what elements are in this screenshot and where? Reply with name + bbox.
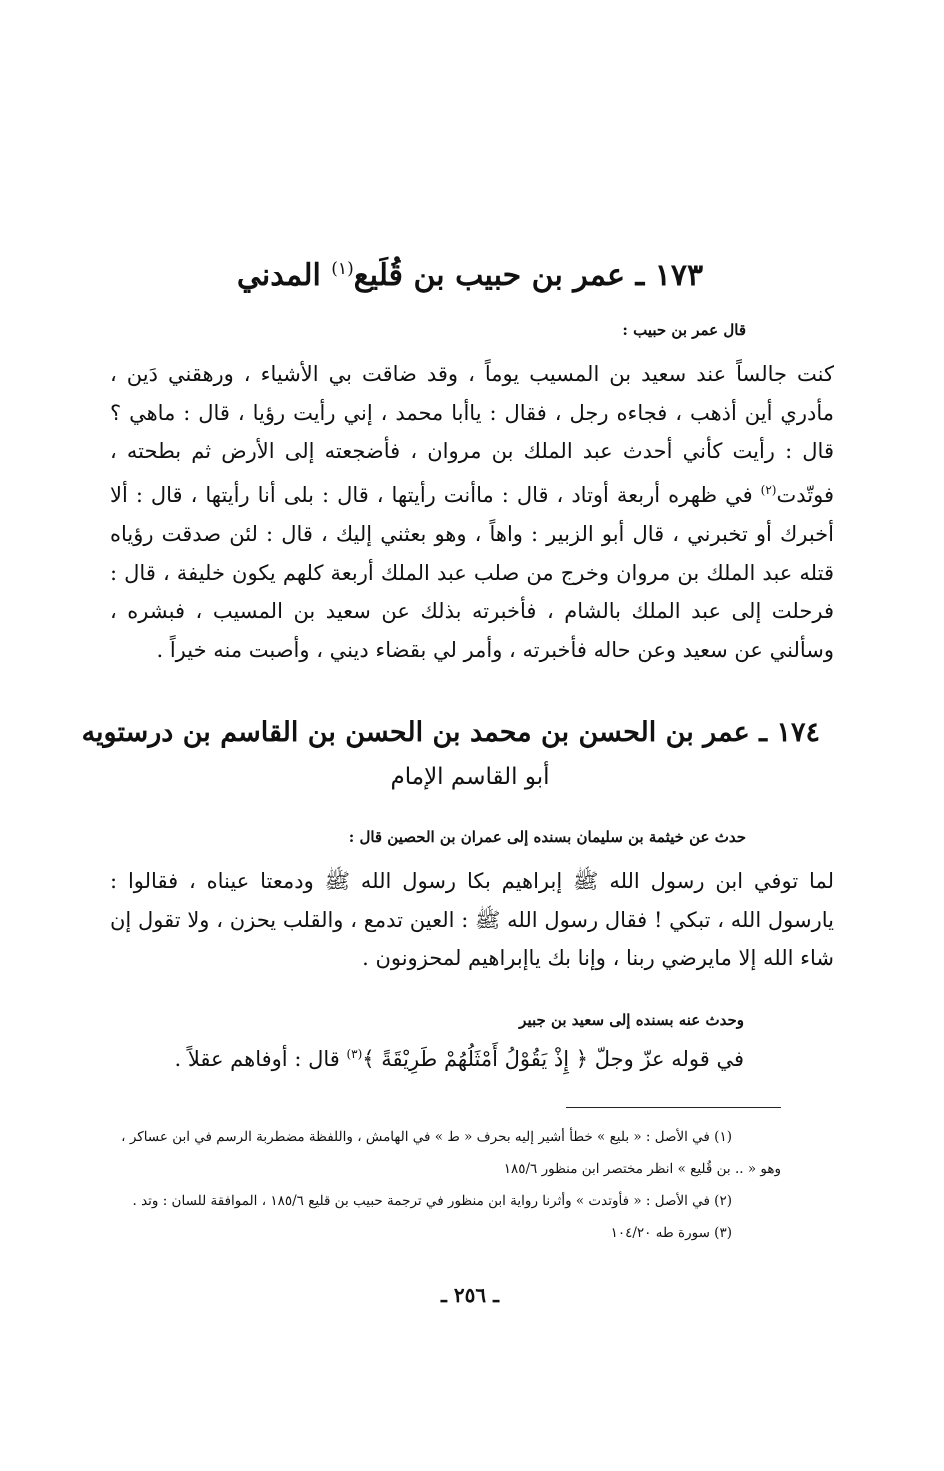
footnote-marker-2[interactable]: (٢) (760, 483, 777, 498)
entry-174-quote-text: في قوله عزّ وجلّ ﴿ إِذْ يَقُوْلُ أَمْثَلُهُمْ طَرِيْقَةً ﴾ (362, 1047, 744, 1071)
entry-174-intro-2: وحدث عنه بسنده إلى سعيد بن جبير (519, 1011, 744, 1029)
footnote-1-line-2: وهو « .. بن قُليع » انظر مختصر ابن منظور ١٨٥/٦ (503, 1161, 781, 1177)
entry-173-body-part-2: في ظهره أربعة أوتاد ، قال : ماأنت رأيتها ، قال : بلى أنا رأيتها ، قال : ألا أخبرك أو تخبرني ، قال أبو الزبير : واهاً ، وهو بعثني إليك ، قال : لئن صدقت رؤياه قتله عبد الملك بن مروان وخرج من صلب عبد الملك أربعة كلهم يكون خليفة ، قال : فرحلت إلى عبد الملك بالشام ، فأخبرته بذلك عن سعيد بن المسيب ، فبشره ، وسألني عن سعيد وعن حاله فأخبرته ، وأمر لي بقضاء ديني ، وأصبت منه خيراً . (110, 483, 834, 662)
entry-174-title: ١٧٤ ـ عمر بن الحسن بن محمد بن الحسن بن القاسم بن درستويه (81, 717, 820, 748)
entry-173-body-part-1: كنت جالساً عند سعيد بن المسيب يوماً ، وقد ضاقت بي الأشياء ، ورهقني دَين ، مأدري أين أذهب ، فجاءه رجل ، فقال : ياأبا محمد ، إني رأيت رؤيا ، قال : ماهي ؟ قال : رأيت كأني أحدث عبد الملك بن مروان ، فأضجعته إلى الأرض ثم بطحته ، فوتّدت (110, 362, 834, 508)
entry-173-title-suffix: المدني (236, 258, 332, 293)
entry-173-intro: قال عمر بن حبيب : (622, 321, 746, 339)
entry-173-title-text: ١٧٣ ـ عمر بن حبيب بن قُلَيع (353, 258, 704, 293)
footnote-marker-1[interactable]: (١) (331, 259, 354, 279)
entry-173-body (110, 355, 834, 670)
entry-174-quote-answer: قال : أوفاهم عقلاً . (174, 1047, 347, 1071)
entry-173-title (150, 245, 790, 300)
footnote-3: (٣) سورة طه ١٠٤/٢٠ (610, 1225, 732, 1241)
footnote-2: (٢) في الأصل : « فأوتدت » وأثرنا رواية ابن منظور في ترجمة حبيب بن قليع ١٨٥/٦ ، الموافقة للسان : وتد . (132, 1193, 732, 1209)
entry-174-intro: حدث عن خيثمة بن سليمان بسنده إلى عمران بن الحصين قال : (348, 828, 746, 846)
footnote-1-line-1: (١) في الأصل : « بليع » خطأ أشير إليه بحرف « ط » في الهامش ، واللفظة مضطربة الرسم في ابن عساكر ، (121, 1129, 732, 1145)
entry-174-quote (174, 1035, 744, 1078)
entry-174-body: لما توفي ابن رسول الله ﷺ إبراهيم بكا رسول الله ﷺ ودمعتا عيناه ، فقالوا : يارسول الله ، تبكي ! فقال رسول الله ﷺ : العين تدمع ، والقلب يحزن ، ولا تقول إن شاء الله إلا مايرضي ربنا ، وإنا بك ياإبراهيم لمحزونون . (110, 869, 834, 971)
footnote-divider (566, 1107, 781, 1108)
entry-174-subtitle: أبو القاسم الإمام (390, 764, 550, 790)
page-number: ـ ٢٥٦ ـ (441, 1283, 499, 1307)
footnote-marker-3[interactable]: (٣) (346, 1047, 363, 1061)
